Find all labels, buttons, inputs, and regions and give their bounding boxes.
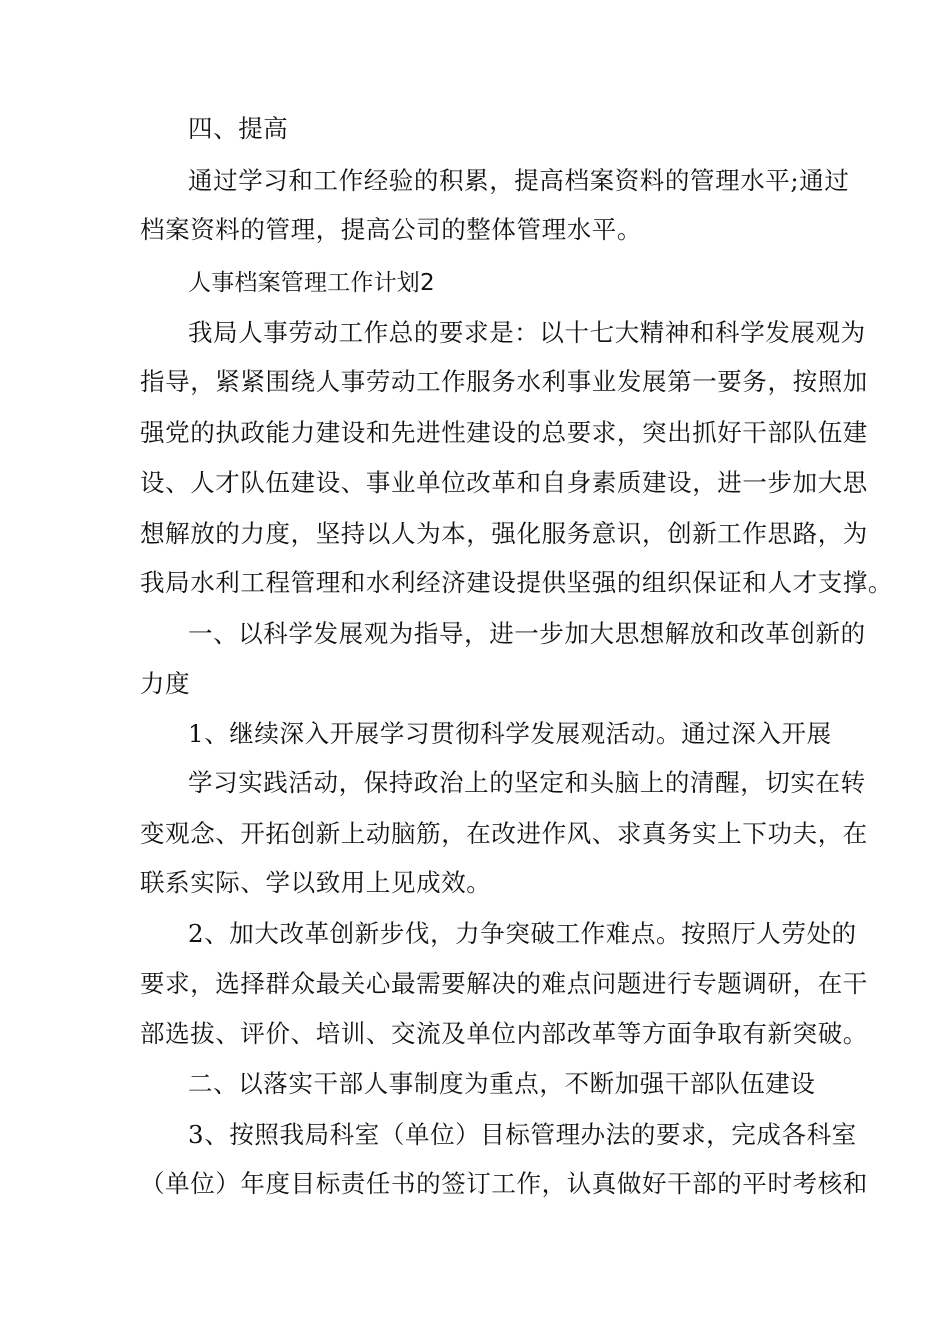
paragraph-line: 指导，紧紧围绕人事劳动工作服务水利事业发展第一要务，按照加 bbox=[140, 367, 868, 396]
item-two-line: 2、加大改革创新步伐，力争突破工作难点。按照厅人劳处的 bbox=[188, 919, 857, 948]
paragraph-line: 联系实际、学以致用上见成效。 bbox=[140, 868, 492, 897]
item-one-line: 1、继续深入开展学习贯彻科学发展观活动。通过深入开展 bbox=[188, 719, 832, 748]
paragraph-line: 通过学习和工作经验的积累，提高档案资料的管理水平;通过 bbox=[188, 166, 850, 195]
paragraph-line: 设、人才队伍建设、事业单位改革和自身素质建设，进一步加大思 bbox=[140, 468, 868, 497]
paragraph-line: 力度 bbox=[140, 669, 191, 698]
paragraph-line: 档案资料的管理，提高公司的整体管理水平。 bbox=[140, 215, 642, 244]
section-heading-one: 一、以科学发展观为指导，进一步加大思想解放和改革创新的 bbox=[188, 619, 866, 648]
paragraph-line: 我局人事劳动工作总的要求是：以十七大精神和科学发展观为 bbox=[188, 318, 866, 347]
paragraph-line: 想解放的力度，坚持以人为本，强化服务意识，创新工作思路，为 bbox=[140, 519, 868, 548]
paragraph-line: 我局水利工程管理和水利经济建设提供坚强的组织保证和人才支撑。 bbox=[140, 568, 893, 597]
section-heading-improve: 四、提高 bbox=[188, 114, 289, 143]
section-heading-two: 二、以落实干部人事制度为重点，不断加强干部队伍建设 bbox=[188, 1069, 816, 1098]
paragraph-line: 部选拔、评价、培训、交流及单位内部改革等方面争取有新突破。 bbox=[140, 1019, 868, 1048]
paragraph-line: 要求，选择群众最关心最需要解决的难点问题进行专题调研，在干 bbox=[140, 969, 868, 998]
plan-title: 人事档案管理工作计划2 bbox=[188, 270, 435, 296]
paragraph-line: 强党的执政能力建设和先进性建设的总要求，突出抓好干部队伍建 bbox=[140, 418, 868, 447]
paragraph-line: 学习实践活动，保持政治上的坚定和头脑上的清醒，切实在转 bbox=[188, 768, 866, 797]
paragraph-line: （单位）年度目标责任书的签订工作，认真做好干部的平时考核和 bbox=[140, 1169, 868, 1198]
paragraph-line: 变观念、开拓创新上动脑筋，在改进作风、求真务实上下功夫，在 bbox=[140, 819, 868, 848]
item-three-line: 3、按照我局科室（单位）目标管理办法的要求，完成各科室 bbox=[188, 1120, 857, 1149]
